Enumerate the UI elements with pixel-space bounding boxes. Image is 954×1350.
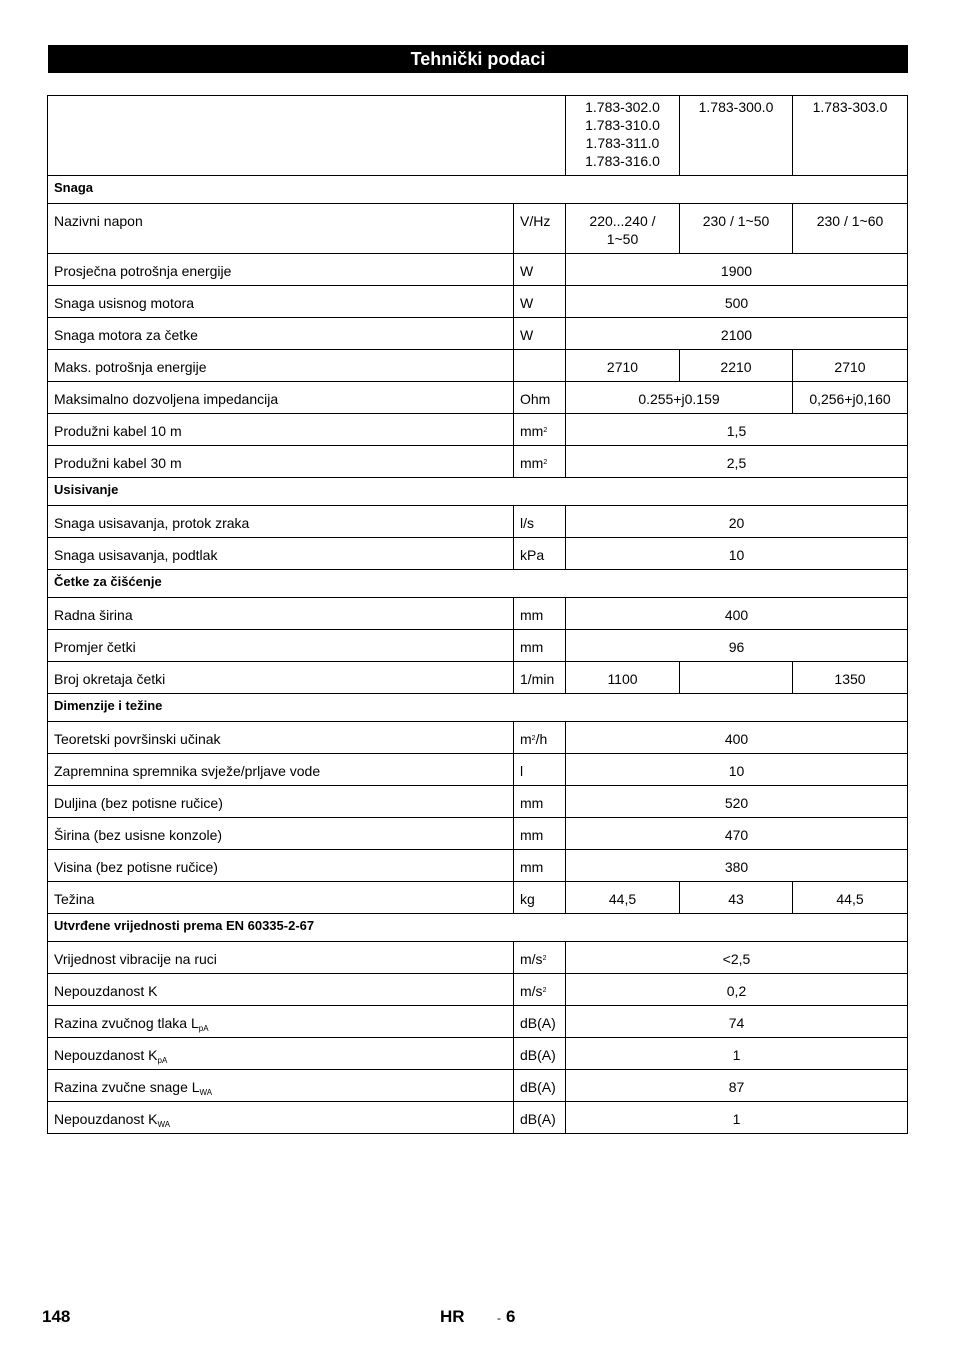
row-value: 10 <box>566 538 908 570</box>
table-row <box>48 662 908 694</box>
row-unit <box>514 350 566 382</box>
table-row <box>48 538 908 570</box>
table-row <box>48 786 908 818</box>
unit-superscript: 2 <box>531 735 536 742</box>
section-title: Dimenzije i težine <box>48 694 908 722</box>
page-title: Tehnički podaci <box>48 45 908 73</box>
unit-superscript: 2 <box>543 427 548 434</box>
table-row <box>48 850 908 882</box>
table-row <box>48 1006 908 1038</box>
unit-text-rest: /h <box>535 731 548 747</box>
row-unit <box>514 974 566 1006</box>
table-row <box>48 1038 908 1070</box>
section-page-number: 6 <box>506 1307 516 1326</box>
row-unit: mm <box>514 630 566 662</box>
table-row <box>48 414 908 446</box>
row-value-model-2: 43 <box>680 882 793 914</box>
row-label: Duljina (bez potisne ručice) <box>48 786 514 818</box>
row-value: <2,5 <box>566 942 908 974</box>
section-row <box>48 176 908 204</box>
unit-text: m <box>520 731 532 747</box>
model-column-1: 1.783-302.0 1.783-310.0 1.783-311.0 1.783-316.0 <box>566 96 680 176</box>
unit-text: mm <box>520 423 544 439</box>
section-row <box>48 570 908 598</box>
row-value: 400 <box>566 598 908 630</box>
row-label: Širina (bez usisne konzole) <box>48 818 514 850</box>
row-label: Produžni kabel 30 m <box>48 446 514 478</box>
row-label: Maks. potrošnja energije <box>48 350 514 382</box>
unit-text: m/s <box>520 983 543 999</box>
row-label: Snaga usisavanja, protok zraka <box>48 506 514 538</box>
row-value-model-2: 2210 <box>680 350 793 382</box>
row-value-model-1: 44,5 <box>566 882 680 914</box>
table-row <box>48 942 908 974</box>
row-label: Nazivni napon <box>48 204 514 254</box>
section-title: Usisivanje <box>48 478 908 506</box>
table-row <box>48 630 908 662</box>
row-unit <box>514 722 566 754</box>
row-label: Teoretski površinski učinak <box>48 722 514 754</box>
table-row <box>48 254 908 286</box>
row-label: Vrijednost vibracije na ruci <box>48 942 514 974</box>
row-label <box>48 1038 514 1070</box>
row-label: Promjer četki <box>48 630 514 662</box>
section-row <box>48 694 908 722</box>
row-value: 2100 <box>566 318 908 350</box>
row-unit: Ohm <box>514 382 566 414</box>
row-value: 500 <box>566 286 908 318</box>
header-empty-cell <box>48 96 566 176</box>
label-text: Nepouzdanost K <box>54 1111 158 1127</box>
label-text: Razina zvučne snage L <box>54 1079 200 1095</box>
row-value: 1,5 <box>566 414 908 446</box>
row-value-model-1: 2710 <box>566 350 680 382</box>
label-subscript: WA <box>157 1120 171 1129</box>
label-subscript: WA <box>199 1088 213 1097</box>
row-value: 20 <box>566 506 908 538</box>
footer-separator: - <box>497 1311 501 1325</box>
row-unit: W <box>514 286 566 318</box>
section-title: Četke za čišćenje <box>48 570 908 598</box>
row-value-model-2 <box>680 662 793 694</box>
row-label <box>48 1070 514 1102</box>
row-value: 1 <box>566 1102 908 1134</box>
model-column-2: 1.783-300.0 <box>680 96 793 176</box>
table-row <box>48 1070 908 1102</box>
row-unit: mm <box>514 598 566 630</box>
row-value: 0,2 <box>566 974 908 1006</box>
row-unit <box>514 414 566 446</box>
row-unit: mm <box>514 850 566 882</box>
row-value-model-1: 1100 <box>566 662 680 694</box>
row-value: 74 <box>566 1006 908 1038</box>
row-unit: dB(A) <box>514 1102 566 1134</box>
table-row <box>48 204 908 254</box>
row-value-model-2: 230 / 1~50 <box>680 204 793 254</box>
row-label: Broj okretaja četki <box>48 662 514 694</box>
row-value-model-1: 220...240 / 1~50 <box>566 204 680 254</box>
row-value-model-3: 2710 <box>793 350 908 382</box>
row-unit: dB(A) <box>514 1006 566 1038</box>
row-unit: V/Hz <box>514 204 566 254</box>
row-value: 470 <box>566 818 908 850</box>
row-value: 520 <box>566 786 908 818</box>
table-row <box>48 318 908 350</box>
row-label: Visina (bez potisne ručice) <box>48 850 514 882</box>
row-label: Težina <box>48 882 514 914</box>
row-label: Snaga usisavanja, podtlak <box>48 538 514 570</box>
row-label <box>48 1006 514 1038</box>
row-unit <box>514 446 566 478</box>
unit-text: mm <box>520 455 544 471</box>
unit-superscript: 2 <box>543 459 548 466</box>
row-label: Zapremnina spremnika svježe/prljave vode <box>48 754 514 786</box>
model-column-3: 1.783-303.0 <box>793 96 908 176</box>
section-row <box>48 478 908 506</box>
row-unit: kg <box>514 882 566 914</box>
table-row <box>48 286 908 318</box>
row-value: 1 <box>566 1038 908 1070</box>
row-unit: l/s <box>514 506 566 538</box>
unit-superscript: 2 <box>542 987 547 994</box>
row-label: Maksimalno dozvoljena impedancija <box>48 382 514 414</box>
row-label: Snaga motora za četke <box>48 318 514 350</box>
label-text: Razina zvučnog tlaka L <box>54 1015 199 1031</box>
label-text: Nepouzdanost K <box>54 1047 158 1063</box>
page-number: 148 <box>42 1307 71 1326</box>
row-unit: kPa <box>514 538 566 570</box>
row-label: Prosječna potrošnja energije <box>48 254 514 286</box>
table-row <box>48 446 908 478</box>
row-label: Produžni kabel 10 m <box>48 414 514 446</box>
row-value-model-3: 0,256+j0,160 <box>793 382 908 414</box>
unit-text: m/s <box>520 951 543 967</box>
row-value-model-3: 1350 <box>793 662 908 694</box>
row-unit: mm <box>514 786 566 818</box>
row-unit: mm <box>514 818 566 850</box>
technical-data-table <box>47 95 908 1134</box>
table-row <box>48 382 908 414</box>
row-unit: 1/min <box>514 662 566 694</box>
row-unit <box>514 942 566 974</box>
row-label: Radna širina <box>48 598 514 630</box>
label-subscript: pA <box>157 1056 168 1065</box>
row-label: Snaga usisnog motora <box>48 286 514 318</box>
table-row <box>48 882 908 914</box>
row-unit: dB(A) <box>514 1070 566 1102</box>
row-label <box>48 1102 514 1134</box>
section-title: Utvrđene vrijednosti prema EN 60335-2-67 <box>48 914 908 942</box>
table-row <box>48 1102 908 1134</box>
row-value: 400 <box>566 722 908 754</box>
table-row <box>48 350 908 382</box>
unit-superscript: 2 <box>542 955 547 962</box>
row-value: 96 <box>566 630 908 662</box>
row-value-model-1-2: 0.255+j0.159 <box>566 382 793 414</box>
row-value-model-3: 44,5 <box>793 882 908 914</box>
table-header-row <box>48 96 908 176</box>
row-unit: W <box>514 318 566 350</box>
row-label: Nepouzdanost K <box>48 974 514 1006</box>
table-row <box>48 506 908 538</box>
row-value: 87 <box>566 1070 908 1102</box>
row-unit: dB(A) <box>514 1038 566 1070</box>
table-row <box>48 818 908 850</box>
table-row <box>48 974 908 1006</box>
table-row <box>48 598 908 630</box>
table-row <box>48 754 908 786</box>
language-code: HR <box>440 1307 465 1326</box>
row-unit: l <box>514 754 566 786</box>
row-value: 1900 <box>566 254 908 286</box>
section-title: Snaga <box>48 176 908 204</box>
label-subscript: pA <box>198 1024 209 1033</box>
row-value: 2,5 <box>566 446 908 478</box>
row-unit: W <box>514 254 566 286</box>
row-value: 380 <box>566 850 908 882</box>
table-row <box>48 722 908 754</box>
section-row <box>48 914 908 942</box>
row-value: 10 <box>566 754 908 786</box>
row-value-model-3: 230 / 1~60 <box>793 204 908 254</box>
